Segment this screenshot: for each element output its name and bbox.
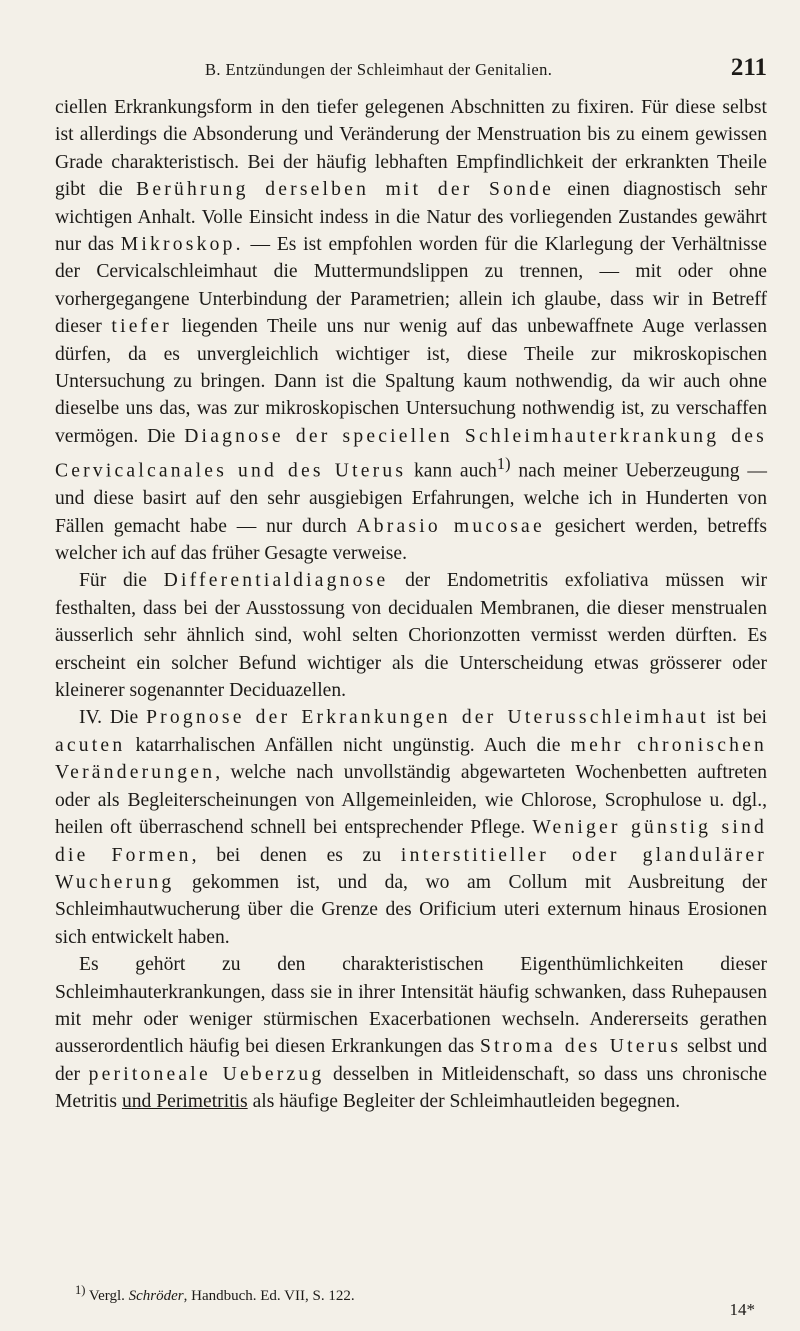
text-run: IV. Die <box>79 707 147 729</box>
emphasis-text: Prognose der Erkrankungen der Uterusschleimhaut <box>146 707 709 729</box>
emphasis-text: peritoneale Ueberzug <box>88 1063 325 1085</box>
text-run: gesichert werden, betreffs welcher ich auf das früher Gesagte verweise. <box>55 515 768 565</box>
paragraph <box>55 94 767 567</box>
text-run: ciellen Erkrankungsform in den tiefer gelegenen Abschnitten zu fixiren. Für diese selbst ist allerdings die Absonderung und Veränderung der Menstruation bis zu einem gewissen Grade charakteristisch. Bei der häufig lebhaften Empfindlichkeit der erkrankten Theile gibt die <box>55 97 767 201</box>
paragraph <box>55 567 767 704</box>
emphasis-text: Diagnose der speciellen Schleimhauterkrankung des Cervicalcanales und des Uterus <box>55 425 767 482</box>
text-run: der Endometritis exfoliativa müssen wir festhalten, dass bei der Ausstossung von decidualen Membranen, die dieser menstrualen äusserlich sehr ähnlich sind, wohl selten Chorionzotten vermisst werden dürften. Es erscheint ein solcher Befund wichtiger als die Unterscheidung etwas grösserer oder kleinerer sogenannter Deciduazellen. <box>55 570 767 702</box>
footnote-prefix: Vergl. <box>85 1288 129 1304</box>
text-run: ist bei <box>708 707 767 729</box>
running-title: B. Entzündungen der Schleimhaut der Genitalien. <box>205 60 553 79</box>
text-run: — Es ist empfohlen worden für die Klarlegung der Verhältnisse der Cervicalschleimhaut die Muttermundslippen zu trennen, — mit oder ohne vorhergegangene Unterbindung der Parametrien; allein ich glaube, dass wir in Betreff dieser <box>55 234 767 338</box>
paragraph <box>55 704 767 951</box>
text-run: desselben in Mitleidenschaft, so dass uns chronische Metritis <box>55 1063 768 1113</box>
footnote-reference: 1) <box>496 454 511 474</box>
text-run: einen diagnostisch sehr wichtigen Anhalt. Volle Einsicht indess in die Natur des vorliegenden Zustandes gewährt nur das <box>55 179 768 256</box>
footnote-author: Schröder <box>128 1288 184 1304</box>
text-run: kann auch <box>406 460 497 482</box>
emphasis-text: Abrasio mucosae <box>356 515 545 537</box>
footnote-mark: 1) <box>75 1283 86 1297</box>
text-run: nach meiner Ueberzeugung — und diese basirt auf den sehr ausgiebigen Erfahrungen, welche ich in Hunderten von Fällen gemacht habe — nur durch <box>55 460 767 537</box>
emphasis-text: Mikroskop. <box>120 234 244 256</box>
emphasis-text: Differentialdiagnose <box>163 570 389 592</box>
page-number: 211 <box>730 54 767 81</box>
text-run: als häufige Begleiter der Schleimhautleiden begegnen. <box>247 1091 681 1113</box>
emphasis-text: interstitieller oder glandulärer Wucherung <box>55 844 767 893</box>
footnote <box>75 1281 765 1305</box>
emphasis-text: mehr chronischen Veränderungen <box>55 734 767 784</box>
text-run: , bei denen es zu <box>191 844 401 866</box>
emphasis-text: Stroma des Uterus <box>480 1036 682 1058</box>
body-text <box>55 94 767 1116</box>
text-run: gekommen ist, und da, wo am Collum mit Ausbreitung der Schleimhautwucherung über die Grenze des Orificium uteri externum hinaus Erosionen sich entwickelt haben. <box>55 871 767 948</box>
text-run: selbst und der <box>55 1036 768 1085</box>
text-run: katarrhalischen Anfällen nicht ungünstig. Auch die <box>125 734 571 756</box>
text-run: Es gehört zu den charakteristischen Eigenthümlichkeiten dieser Schleimhauterkrankungen, dass sie in ihrer Intensität häufig schwanken, dass Ruhepausen mit mehr oder weniger stürmischen Exacerbationen wechseln. Andererseits gerathen ausserordentlich häufig bei diesen Erkrankungen das <box>55 954 767 1058</box>
signature-mark: 14* <box>729 1300 755 1319</box>
text-run: Für die <box>79 570 164 592</box>
text-run: , welche nach unvollständig abgewarteten Wochenbetten auftreten oder als Begleiterscheinungen von Allgemeinleiden, wie Chlorose, Scrophulose u. dgl., heilen oft überraschend schnell bei entsprechender Pflege. <box>55 762 767 839</box>
emphasis-text: tiefer <box>111 316 172 338</box>
page-header <box>55 56 767 86</box>
emphasis-text: Weniger günstig sind die Formen <box>55 817 767 866</box>
emphasis-text: Berührung derselben mit der Sonde <box>136 179 554 201</box>
emphasis-text: acuten <box>55 734 126 756</box>
text-run: liegenden Theile uns nur wenig auf das unbewaffnete Auge verlassen dürfen, da es unvergleichlich wichtiger ist, diese Theile zur mikroskopischen Untersuchung zu bringen. Dann ist die Spaltung kaum nothwendig, da wir auch ohne dieselbe uns das, was zur mikroskopischen Untersuchung nothwendig ist, zu verschaffen vermögen. Die <box>55 316 767 447</box>
footnote-rest: , Handbuch. Ed. VII, S. 122. <box>183 1288 355 1304</box>
paragraph <box>55 951 767 1115</box>
text-run: und Perimetritis <box>121 1091 248 1113</box>
